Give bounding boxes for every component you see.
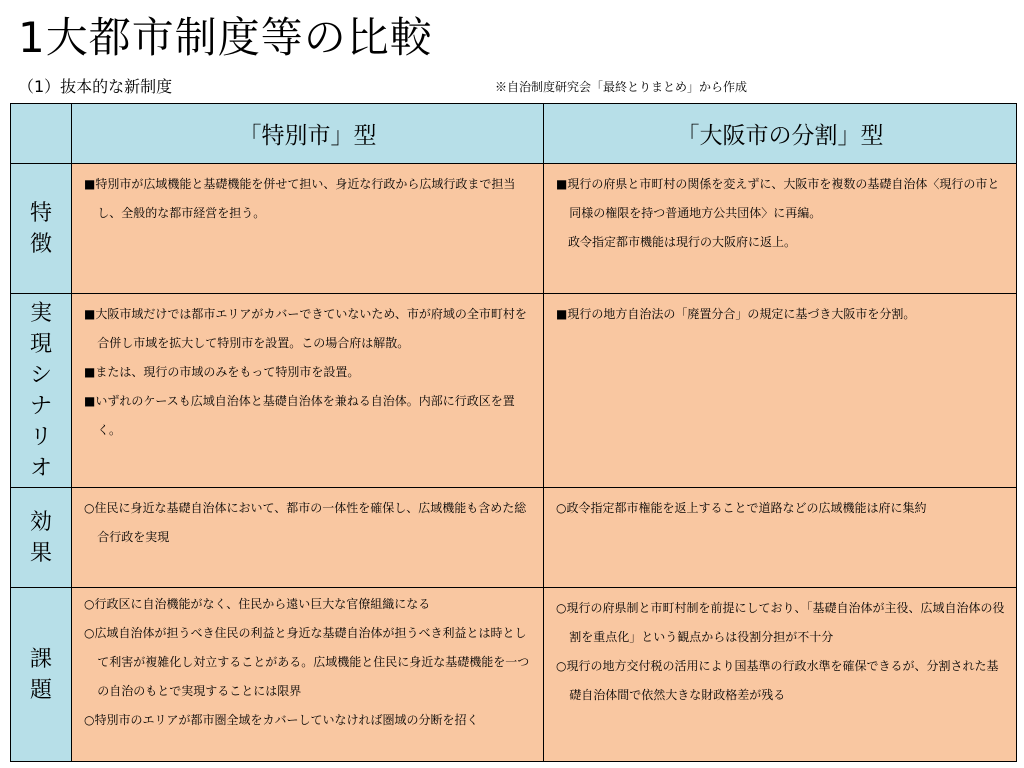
cell-item: ○住民に身近な基礎自治体において、都市の一体性を確保し、広域機能も含めた総合行政を実現 <box>84 501 527 544</box>
cell-item: ■特別市が広域機能と基礎機能を併せて担い、身近な行政から広域行政まで担当し、全般的な都市経営を担う。 <box>84 177 516 220</box>
cell-item: ■大阪市域だけでは都市エリアがカバーできていないため、市が府域の全市町村を合併し市域を拡大して特別市を設置。この場合府は解散。 <box>84 307 527 350</box>
cell-item: 政令指定都市機能は現行の大阪府に返上。 <box>556 235 797 249</box>
cell-item: ○行政区に自治機能がなく、住民から遠い巨大な官僚組織になる <box>84 597 431 611</box>
comparison-table <box>10 103 1017 762</box>
row-label-char: 特 <box>29 200 52 226</box>
cell-effects-osaka-bunkatsu <box>544 488 1017 588</box>
row-label-char: 徴 <box>29 231 52 257</box>
row-features <box>11 164 1017 294</box>
row-label-char: 効 <box>29 509 52 535</box>
cell-effects-tokubetsushi <box>72 488 544 588</box>
cell-item: ■いずれのケースも広域自治体と基礎自治体を兼ねる自治体。内部に行政区を置く。 <box>84 394 515 437</box>
row-label-char: 果 <box>29 540 52 566</box>
row-scenario <box>11 294 1017 488</box>
cell-item: ○政令指定都市権能を返上することで道路などの広域機能は府に集約 <box>556 501 927 515</box>
cell-item: ■現行の地方自治法の「廃置分合」の規定に基づき大阪市を分割。 <box>556 307 916 321</box>
section-subtitle: （1）抜本的な新制度 <box>18 77 173 96</box>
cell-features-tokubetsushi <box>72 164 544 294</box>
row-header-scenario <box>11 294 72 488</box>
cell-item: ○特別市のエリアが都市圏全域をカバーしていなければ圏域の分断を招く <box>84 713 479 727</box>
cell-features-osaka-bunkatsu <box>544 164 1017 294</box>
row-header-features <box>11 164 72 294</box>
cell-item: ○現行の地方交付税の活用により国基準の行政水準を確保できるが、分割された基礎自治体間で依然大きな財政格差が残る <box>556 659 999 702</box>
column-header-tokubetsushi: 「特別市」型 <box>72 104 544 164</box>
cell-issues-tokubetsushi <box>72 588 544 762</box>
cell-item: ■現行の府県と市町村の関係を変えずに、大阪市を複数の基礎自治体〈現行の市と同様の権限を持つ普通地方公共団体〉に再編。 <box>556 177 1000 220</box>
source-note: ※自治制度研究会「最終とりまとめ」から作成 <box>495 80 748 94</box>
cell-scenario-osaka-bunkatsu <box>544 294 1017 488</box>
row-header-effects <box>11 488 72 588</box>
header-row <box>11 104 1017 164</box>
cell-issues-osaka-bunkatsu <box>544 588 1017 762</box>
row-issues <box>11 588 1017 762</box>
column-header-osaka-bunkatsu: 「大阪市の分割」型 <box>544 104 1017 164</box>
row-label-char: シ <box>29 362 52 388</box>
row-label-char: 現 <box>29 331 52 357</box>
row-label-char: リ <box>29 424 52 450</box>
cell-item: ○広域自治体が担うべき住民の利益と身近な基礎自治体が担うべき利益とは時として利害が複雑化し対立することがある。広域機能と住民に身近な基礎機能を一つの自治のもとで実現することには限界 <box>84 626 530 698</box>
corner-cell <box>11 104 72 164</box>
row-label-char: オ <box>29 455 52 481</box>
cell-item: ■または、現行の市域のみをもって特別市を設置。 <box>84 365 360 379</box>
page-title: 1大都市制度等の比較 <box>18 13 433 62</box>
cell-scenario-tokubetsushi <box>72 294 544 488</box>
row-label-char: ナ <box>29 393 52 419</box>
row-effects <box>11 488 1017 588</box>
cell-item: ○現行の府県制と市町村制を前提にしており、「基礎自治体が主役、広域自治体の役割を重点化」という観点からは役割分担が不十分 <box>556 601 1005 644</box>
row-label-char: 題 <box>29 677 52 703</box>
row-header-issues <box>11 588 72 762</box>
row-label-char: 実 <box>29 300 52 326</box>
row-label-char: 課 <box>29 646 52 672</box>
